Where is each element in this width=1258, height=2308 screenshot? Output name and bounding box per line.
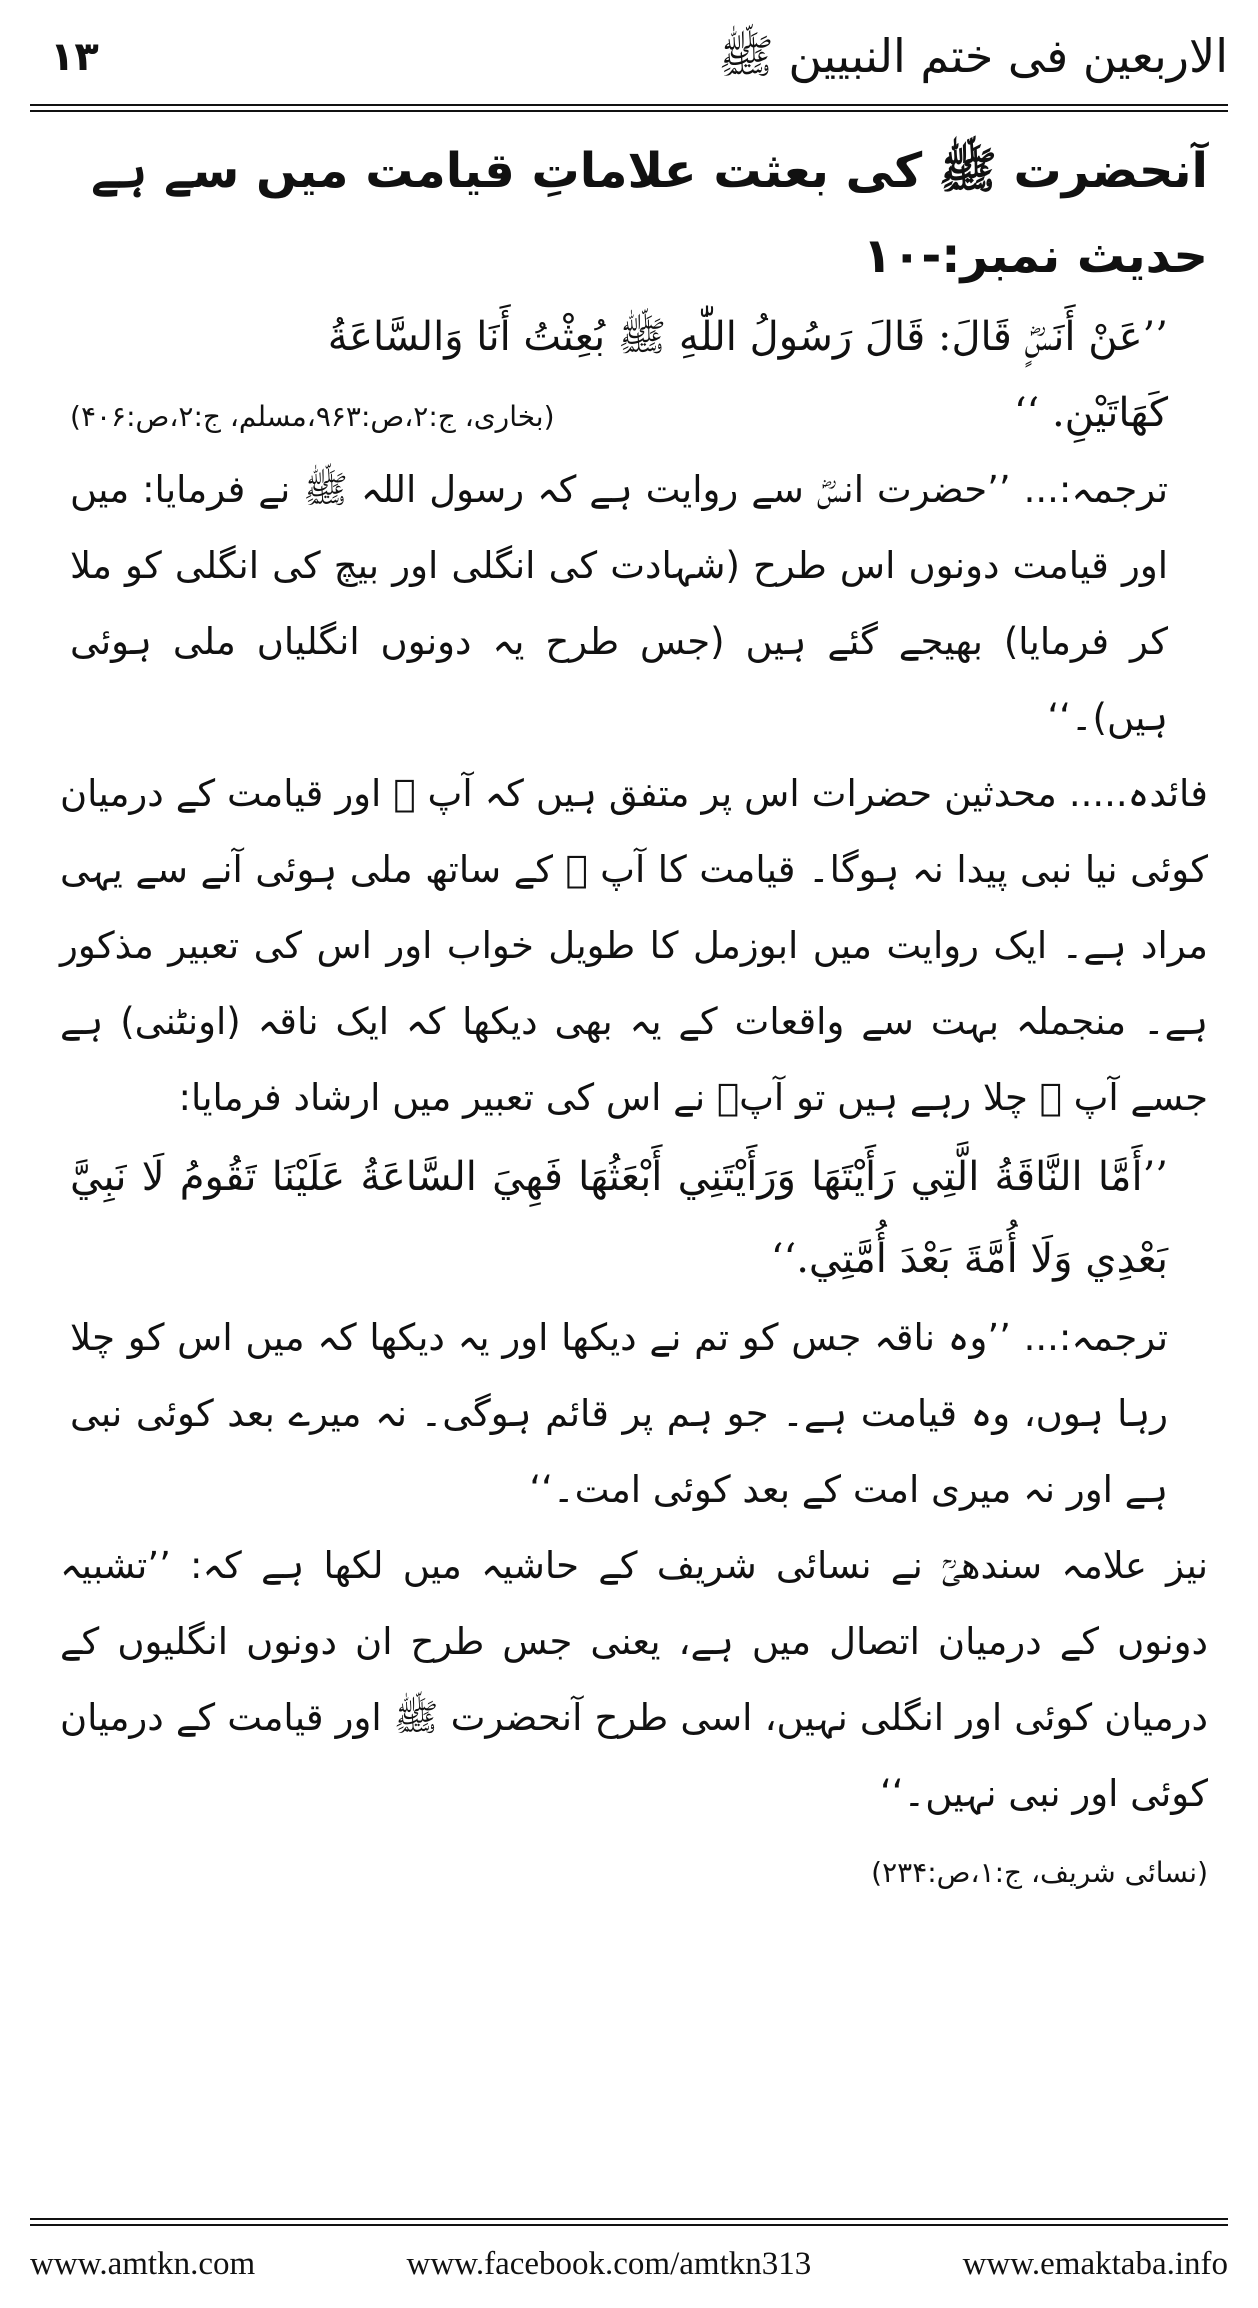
footer-divider-second: [30, 2224, 1228, 2226]
page-number: ١٣: [50, 34, 99, 80]
hadith-reference-line: [70, 378, 1168, 452]
book-title: الاربعین فی ختم النبیین ﷺ: [718, 29, 1228, 83]
website-link-amtkn[interactable]: www.amtkn.com: [30, 2245, 256, 2282]
website-link-emaktaba[interactable]: www.emaktaba.info: [962, 2245, 1228, 2282]
header-divider: [30, 104, 1228, 106]
arabic-quote-text: ’’أَمَّا النَّاقَةُ الَّتِي رَأَيْتَهَا وَرَأَيْتَنِي أَبْعَثُهَا فَهِيَ السَّاعَةُ عَلَيْنَا تَقُومُ لَا نَبِيَّ بَعْدِي وَلَا أُمَّةَ بَعْدَ أُمَّتِي.‘‘: [70, 1154, 1168, 1282]
footer-divider: [30, 2218, 1228, 2220]
chapter-heading: آنحضرت ﷺ کی بعثت علاماتِ قیامت میں سے ہے: [90, 143, 1208, 199]
page-content: [30, 120, 1228, 1908]
header-divider-second: [30, 110, 1228, 112]
translation-paragraph: ترجمہ:... ’’حضرت انسؓ سے روایت ہے کہ رسول اللہ ﷺ نے فرمایا: میں اور قیامت دونوں اس طرح (شہادت کی انگلی اور بیچ کی انگلی کو ملا کر فرمایا) بھیجے گئے ہیں (جس طرح یہ دونوں انگلیاں ملی ہوئی ہیں)۔‘‘: [70, 468, 1168, 739]
arabic-hadith-text: ’’عَنْ أَنَسٍؓ قَالَ: قَالَ رَسُولُ اللّٰهِ ﷺ بُعِثْتُ أَنَا وَالسَّاعَةُ: [327, 314, 1168, 360]
nasai-reference: (نسائی شریف، ج:۱،ص:۲۳۴): [871, 1856, 1208, 1889]
benefit-paragraph: فائدہ..... محدثین حضرات اس پر متفق ہیں کہ آپ ﷺ اور قیامت کے درمیان کوئی نیا نبی پیدا نہ ہوگا۔ قیامت کا آپ ﷺ کے ساتھ ملی ہوئی آنے سے یہی مراد ہے۔ ایک روایت میں ابوزمل کا طویل خواب اور اس کی تعبیر مذکور ہے۔ منجملہ بہت سے واقعات کے یہ بھی دیکھا کہ ایک ناقہ (اونٹنی) ہے جسے آپ ﷺ چلا رہے ہیں تو آپؐ نے اس کی تعبیر میں ارشاد فرمایا:: [60, 772, 1208, 1119]
page-header: [30, 28, 1228, 98]
facebook-link[interactable]: www.facebook.com/amtkn313: [406, 2245, 812, 2282]
sindhi-commentary-paragraph: نیز علامہ سندھیؒ نے نسائی شریف کے حاشیہ میں لکھا ہے کہ: ’’تشبیہ دونوں کے درمیان اتصال میں ہے، یعنی جس طرح ان دونوں انگلیوں کے درمیان کوئی اور انگلی نہیں، اسی طرح آنحضرت ﷺ اور قیامت کے درمیان کوئی اور نبی نہیں۔‘‘: [60, 1544, 1208, 1815]
hadith-reference: (بخاری، ج:۲،ص:۹۶۳،مسلم، ج:۲،ص:۴۰۶): [70, 400, 555, 433]
arabic-hadith-text-end: كَهَاتَيْنِ. ‘‘: [1013, 390, 1168, 436]
page-footer: [30, 2234, 1228, 2294]
hadith-number: حدیث نمبر:-١٠: [862, 228, 1208, 284]
translation-paragraph-second: ترجمہ:... ’’وہ ناقہ جس کو تم نے دیکھا اور یہ دیکھا کہ میں اس کو چلا رہا ہوں، وہ قیامت ہے۔ جو ہم پر قائم ہوگی۔ نہ میرے بعد کوئی نبی ہے اور نہ میری امت کے بعد کوئی امت۔‘‘: [70, 1316, 1168, 1511]
